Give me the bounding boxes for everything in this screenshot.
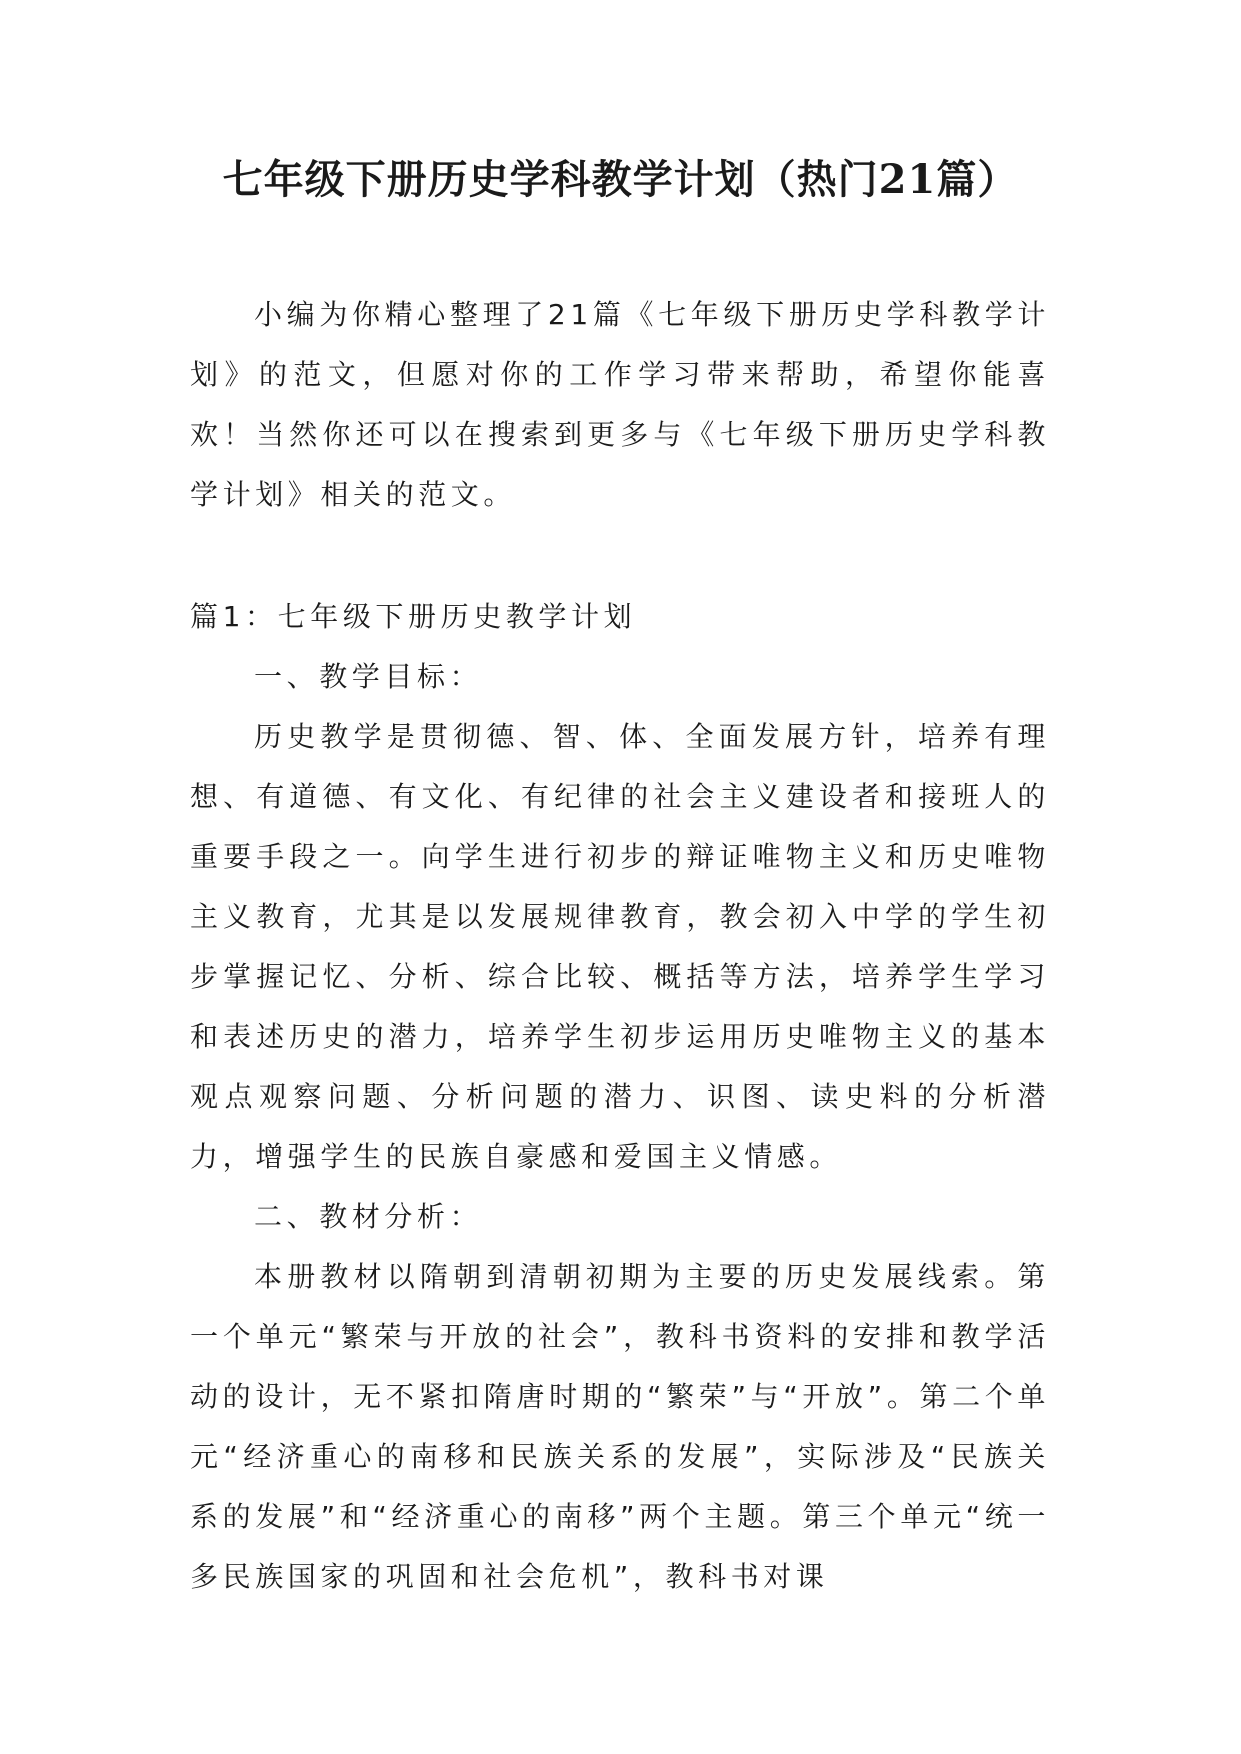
section-spacer [190,525,1050,587]
paragraph-textbook-analysis: 本册教材以隋朝到清朝初期为主要的历史发展线索。第一个单元“繁荣与开放的社会”，教科书资料的安排和教学活动的设计，无不紧扣隋唐时期的“繁荣”与“开放”。第二个单元“经济重心的南移和民族关系的发展”，实际涉及“民族关系的发展”和“经济重心的南移”两个主题。第三个单元“统一多民族国家的巩固和社会危机”，教科书对课 [190,1260,1050,1593]
paragraph-teaching-goals: 历史教学是贯彻德、智、体、全面发展方针，培养有理想、有道德、有文化、有纪律的社会主义建设者和接班人的重要手段之一。向学生进行初步的辩证唯物主义和历史唯物主义教育，尤其是以发展规律教育，教会初入中学的学生初步掌握记忆、分析、综合比较、概括等方法，培养学生学习和表述历史的潜力，培养学生初步运用历史唯物主义的基本观点观察问题、分析问题的潜力、识图、读史料的分析潜力，增强学生的民族自豪感和爱国主义情感。 [190,720,1050,1173]
section-title: 篇1：七年级下册历史教学计划 [190,600,637,633]
heading-textbook-analysis: 二、教材分析： [254,1200,483,1233]
heading-teaching-goals: 一、教学目标： [254,660,483,693]
document-title: 七年级下册历史学科教学计划（热门21篇） [222,156,1019,203]
intro-paragraph: 小编为你精心整理了21篇《七年级下册历史学科教学计划》的范文，但愿对你的工作学习带来帮助，希望你能喜欢！当然你还可以在搜索到更多与《七年级下册历史学科教学计划》相关的范文。 [190,298,1050,511]
document-body [190,285,1050,1607]
